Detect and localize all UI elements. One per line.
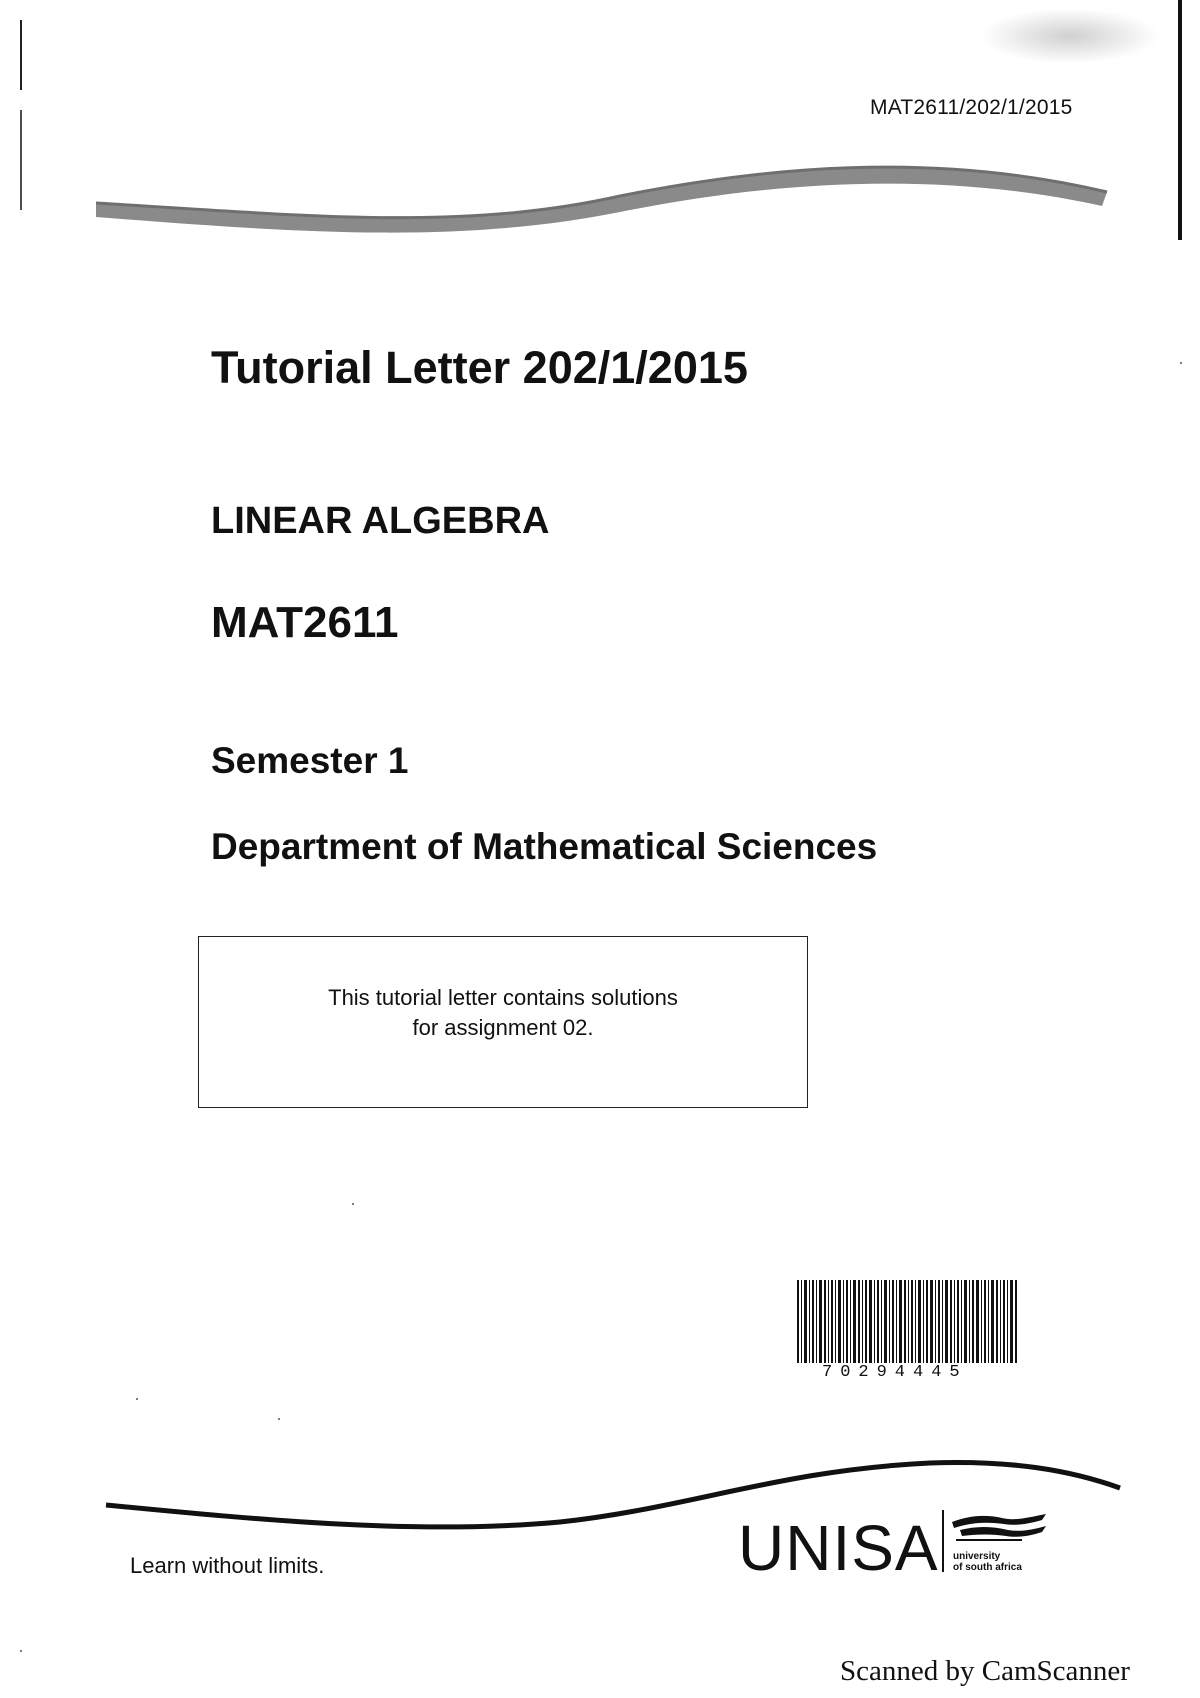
course-name: LINEAR ALGEBRA [211,500,550,542]
unisa-logo-subtitle [953,1551,1022,1573]
semester-label: Semester 1 [211,740,409,781]
unisa-logo-text: UNISA [738,1512,939,1584]
unisa-logo-divider [942,1510,944,1572]
unisa-emblem-icon [950,1512,1050,1546]
scan-speck [352,1203,354,1205]
course-code: MAT2611 [211,598,399,647]
department-name: Department of Mathematical Sciences [211,826,878,867]
footer-tagline: Learn without limits. [130,1553,325,1578]
scanner-watermark: Scanned by CamScanner [840,1655,1130,1687]
tutorial-letter-title: Tutorial Letter 202/1/2015 [211,342,748,393]
scan-speck [136,1398,138,1400]
barcode-image [797,1280,1019,1363]
scan-speck [278,1418,280,1420]
scan-speck [1180,362,1182,364]
barcode-number: 70294445 [822,1363,968,1382]
unisa-sub-line-1: university [953,1551,1001,1562]
notice-line-1: This tutorial letter contains solutions [328,985,678,1010]
document-reference-code: MAT2611/202/1/2015 [870,96,1073,119]
unisa-sub-line-2: of south africa [953,1562,1022,1573]
notice-box [198,936,808,1108]
notice-line-2: for assignment 02. [412,1015,594,1040]
scan-speck [20,1650,22,1652]
